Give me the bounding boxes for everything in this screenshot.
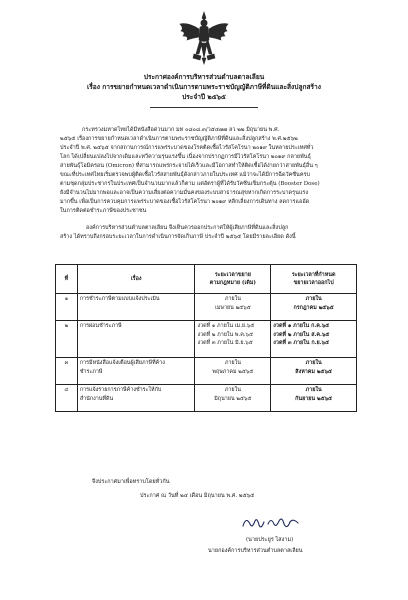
body-line: สายพันธุ์โอมิครอน (Omicron) ที่สามารถแพร่กระจายได้เร็วและมีโอกาสทำให้ติดเชื้อได้ง่ายกว่าสายพันธุ์อื่น ๆ — [60, 163, 318, 169]
body-line: ขณะที่ประเทศไทยเริ่มตรวจพบผู้ติดเชื้อไวรัสสายพันธุ์ดังกล่าวภายในประเทศ แม้ว่าจะได้มีการฉีดวัคซีนครบ — [60, 172, 310, 178]
schedule-table — [55, 264, 357, 412]
body-line: ตามชุดกลุ่มประชากรในประเทศเป็นจำนวนมากแล้วก็ตาม แต่อัตราผู้ที่ได้รับวัคซีนเข็มกระตุ้น (Booster Dose) — [60, 181, 320, 187]
title-line-2: เรื่อง การขยายกำหนดเวลาดำเนินการตามพระราชบัญญัติภาษีที่ดินและสิ่งปลูกสร้าง — [87, 83, 321, 91]
body-line: สร้าง ได้ทราบถึงกรอบระยะเวลาในการดำเนินการจัดเก็บภาษี ประจำปี ๒๕๖๕ โดยมีรายละเอียด ดังนี้ — [60, 234, 296, 240]
body-line: โลก ได้เปลี่ยนแปลงไปจากเดิมและทวีความรุนแรงขึ้น เนื่องจากปรากฏการมีไวรัสโคโรนา ๒๐๑๙ กลายพันธุ์ — [60, 154, 311, 160]
row-no: ๓ — [56, 358, 78, 385]
row-new-deadline: ภายใน กรกฎาคม ๒๕๖๕ — [271, 294, 357, 321]
row-no: ๑ — [56, 294, 78, 321]
announcement-date: ประกาศ ณ วันที่ ๒๔ เดือน มิถุนายน พ.ศ. ๒๕๖๕ — [140, 493, 255, 499]
table-row — [56, 385, 357, 412]
table-row — [56, 358, 357, 385]
title-divider — [150, 107, 258, 108]
announcement-text: จึงประกาศมาเพื่อทราบโดยทั่วกัน — [92, 479, 170, 485]
row-old-deadline: ภายใน เมษายน ๒๕๖๕ — [195, 294, 271, 321]
row-topic: การแจ้งรายการภาษีค้างชำระให้กับ สำนักงานที่ดิน — [77, 385, 195, 412]
row-old-deadline: งวดที่ ๑ ภายใน เม.ย.๖๕ งวดที่ ๒ ภายใน พ.ค.๖๕ งวดที่ ๓ ภายใน มิ.ย.๖๕ — [195, 321, 271, 358]
header-old-deadline: ระยะเวลาขยาย ตามกฎหมาย (เดิม) — [195, 265, 271, 294]
row-no: ๔ — [56, 385, 78, 412]
row-topic: การชำระภาษีตามแบบแจ้งประเมิน — [77, 294, 195, 321]
body-line: ในการติดต่อชำระภาษีของประชาชน — [60, 208, 147, 214]
row-new-deadline: ภายใน สิงหาคม ๒๕๖๕ — [271, 358, 357, 385]
body-line: ๒๕๖๕ เรื่องการขยายกำหนดเวลาดำเนินการตามพระราชบัญญัติภาษีที่ดินและสิ่งปลูกสร้าง พ.ศ.๒๕๖๒ — [60, 136, 298, 142]
body-line: องค์การบริหารส่วนตำบลตาลเลียน จึงเห็นควรออกประกาศให้ผู้เสียภาษีที่ดินและสิ่งปลูก — [86, 225, 289, 231]
row-old-deadline: ภายใน มิถุนายน ๒๕๖๕ — [195, 385, 271, 412]
row-topic: การมีหนังสือแจ้งเตือนผู้เสียภาษีที่ค้าง ชำระภาษี — [77, 358, 195, 385]
header-topic: เรื่อง — [77, 265, 195, 294]
table-header-row — [56, 265, 357, 294]
table-row — [56, 294, 357, 321]
title-line-3: ประจำปี ๒๕๖๕ — [182, 93, 226, 101]
body-line: มากขึ้น เพื่อเป็นการควบคุมการแพร่ระบาดของเชื้อไวรัสโคโรนา ๒๐๑๙ หลีกเลี่ยงการเดินทาง ลดการแออัด — [60, 199, 310, 205]
title-line-1: ประกาศองค์การบริหารส่วนตำบลตาลเลียน — [143, 73, 265, 81]
row-new-deadline: งวดที่ ๑ ภายใน ก.ค.๖๕ งวดที่ ๒ ภายใน ส.ค.๖๕ งวดที่ ๓ ภายใน ก.ย.๖๕ — [271, 321, 357, 358]
signer-name: (นายประยูร ไสงาม) — [246, 537, 294, 543]
row-topic: การผ่อนชำระภาษี — [77, 321, 195, 358]
row-no: ๒ — [56, 321, 78, 358]
table-row — [56, 321, 357, 358]
garuda-emblem-icon — [178, 10, 230, 66]
body-line: ประจำปี พ.ศ. ๒๕๖๕ จากสถานการณ์การแพร่ระบาดของโรคติดเชื้อไวรัสโคโรนา ๒๐๑๙ ในหลายประเทศทั่ว — [60, 145, 314, 151]
header-new-deadline: ระยะเวลาที่กำหนด ขยายเวลาออกไป — [271, 265, 357, 294]
signature-icon — [240, 512, 304, 534]
body-line: กระทรวงมหาดไทยได้มีหนังสือด่วนมาก มท ๐๘๐๘.๓/ว๕๔๗๗ ลว ๒๒ มิถุนายน พ.ศ. — [82, 127, 280, 133]
header-no: ที่ — [56, 265, 78, 294]
row-old-deadline: ภายใน พฤษภาคม ๒๕๖๕ — [195, 358, 271, 385]
signer-title: นายกองค์การบริหารส่วนตำบลตาลเลียน — [208, 548, 303, 554]
row-new-deadline: ภายใน กันยายน ๒๕๖๕ — [271, 385, 357, 412]
body-line: ยังมีจำนวนไม่มากพอและอาจเป็นความเสี่ยงต่อความมั่นคงของระบบสาธารณสุขหากเกิดการระบาดรุนแรง — [60, 190, 309, 196]
